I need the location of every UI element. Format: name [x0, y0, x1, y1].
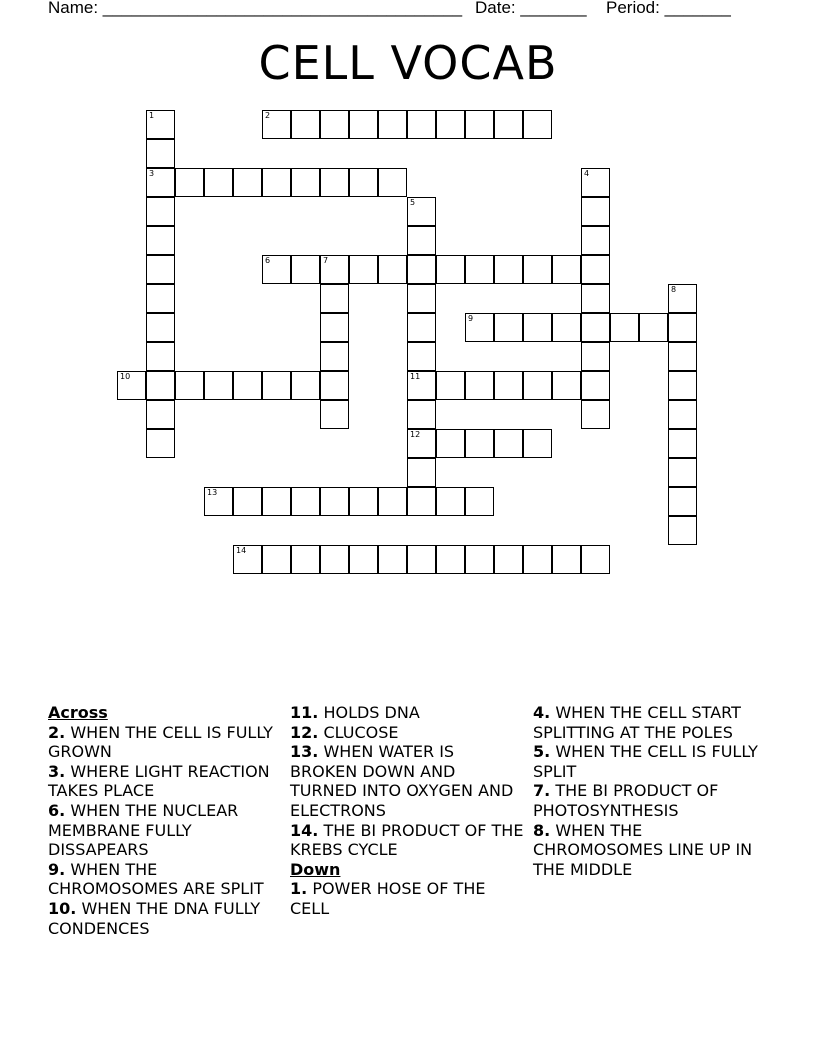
- grid-cell[interactable]: [146, 226, 175, 255]
- grid-cell[interactable]: [465, 110, 494, 139]
- grid-cell[interactable]: [581, 226, 610, 255]
- grid-cell[interactable]: [320, 371, 349, 400]
- grid-cell[interactable]: [262, 255, 291, 284]
- grid-cell[interactable]: [465, 429, 494, 458]
- date-field-label: Date: _______: [475, 0, 587, 17]
- grid-cell[interactable]: [146, 429, 175, 458]
- clue-across-12: 12. CLUCOSE: [290, 722, 399, 742]
- across-heading: Across: [48, 703, 108, 722]
- grid-cell[interactable]: [436, 110, 465, 139]
- grid-cell[interactable]: [668, 429, 697, 458]
- grid-cell[interactable]: [291, 110, 320, 139]
- grid-cell[interactable]: [668, 458, 697, 487]
- grid-cell[interactable]: [233, 487, 262, 516]
- grid-cell[interactable]: [146, 197, 175, 226]
- grid-cell[interactable]: [349, 487, 378, 516]
- clue-number: 1: [149, 111, 155, 120]
- clue-number: 12: [410, 430, 421, 439]
- grid-cell[interactable]: [320, 255, 349, 284]
- grid-cell[interactable]: [436, 371, 465, 400]
- grid-cell[interactable]: [407, 110, 436, 139]
- grid-cell[interactable]: [639, 313, 668, 342]
- grid-cell[interactable]: [407, 284, 436, 313]
- grid-cell[interactable]: [581, 371, 610, 400]
- grid-cell[interactable]: [581, 284, 610, 313]
- grid-cell[interactable]: [407, 197, 436, 226]
- grid-cell[interactable]: [494, 545, 523, 574]
- grid-cell[interactable]: [320, 168, 349, 197]
- clue-number: 4: [584, 169, 590, 178]
- clue-across-14: 14. THE BI PRODUCT OF THE KREBS CYCLE: [290, 820, 524, 860]
- clues-column-1: [48, 703, 283, 938]
- grid-cell[interactable]: [581, 197, 610, 226]
- grid-cell[interactable]: [349, 255, 378, 284]
- grid-cell[interactable]: [494, 371, 523, 400]
- page-title: CELL VOCAB: [258, 36, 558, 90]
- grid-cell[interactable]: [407, 545, 436, 574]
- grid-cell[interactable]: [146, 400, 175, 429]
- grid-cell[interactable]: [262, 168, 291, 197]
- clues-column-3: [533, 703, 768, 879]
- grid-cell[interactable]: [146, 139, 175, 168]
- clue-number: 14: [236, 546, 247, 555]
- clue-down-1: 1. POWER HOSE OF THE CELL: [290, 879, 486, 918]
- clue-across-2: 2. WHEN THE CELL IS FULLY GROWN: [48, 722, 273, 762]
- grid-cell[interactable]: [465, 371, 494, 400]
- clue-number: 8: [671, 285, 677, 294]
- grid-cell[interactable]: [146, 110, 175, 139]
- clue-number: 7: [323, 256, 329, 265]
- grid-cell[interactable]: [378, 110, 407, 139]
- clue-down-8: 8. WHEN THE CHROMOSOMES LINE UP IN THE MIDDLE: [533, 820, 753, 879]
- grid-cell[interactable]: [320, 284, 349, 313]
- grid-cell[interactable]: [581, 545, 610, 574]
- grid-cell[interactable]: [175, 371, 204, 400]
- grid-cell[interactable]: [204, 487, 233, 516]
- clue-down-7: 7. THE BI PRODUCT OF PHOTOSYNTHESIS: [533, 781, 719, 820]
- grid-cell[interactable]: [407, 400, 436, 429]
- grid-cell[interactable]: [407, 371, 436, 400]
- clue-across-13: 13. WHEN WATER IS BROKEN DOWN AND TURNED INTO OXYGEN AND ELECTRONS: [290, 742, 514, 820]
- grid-cell[interactable]: [146, 313, 175, 342]
- grid-cell[interactable]: [291, 371, 320, 400]
- grid-cell[interactable]: [407, 487, 436, 516]
- grid-cell[interactable]: [233, 371, 262, 400]
- grid-cell[interactable]: [494, 255, 523, 284]
- name-field-label: Name: ______________________________________: [48, 0, 463, 17]
- grid-cell[interactable]: [523, 313, 552, 342]
- clue-across-3: 3. WHERE LIGHT REACTION TAKES PLACE: [48, 761, 270, 801]
- grid-cell[interactable]: [407, 429, 436, 458]
- grid-cell[interactable]: [146, 342, 175, 371]
- grid-cell[interactable]: [407, 226, 436, 255]
- grid-cell[interactable]: [146, 284, 175, 313]
- period-field-label: Period: _______: [606, 0, 731, 17]
- grid-cell[interactable]: [523, 371, 552, 400]
- grid-cell[interactable]: [465, 545, 494, 574]
- grid-cell[interactable]: [291, 255, 320, 284]
- grid-cell[interactable]: [668, 313, 697, 342]
- grid-cell[interactable]: [436, 255, 465, 284]
- grid-cell[interactable]: [668, 371, 697, 400]
- clue-number: 6: [265, 256, 271, 265]
- grid-cell[interactable]: [552, 255, 581, 284]
- grid-cell[interactable]: [436, 429, 465, 458]
- clue-number: 10: [120, 372, 131, 381]
- grid-cell[interactable]: [465, 313, 494, 342]
- grid-cell[interactable]: [204, 371, 233, 400]
- grid-cell[interactable]: [581, 342, 610, 371]
- grid-cell[interactable]: [378, 168, 407, 197]
- grid-cell[interactable]: [407, 458, 436, 487]
- grid-cell[interactable]: [320, 545, 349, 574]
- grid-cell[interactable]: [581, 168, 610, 197]
- grid-cell[interactable]: [320, 487, 349, 516]
- grid-cell[interactable]: [668, 516, 697, 545]
- grid-cell[interactable]: [552, 371, 581, 400]
- grid-cell[interactable]: [146, 168, 175, 197]
- grid-cell[interactable]: [407, 342, 436, 371]
- grid-cell[interactable]: [378, 255, 407, 284]
- grid-cell[interactable]: [262, 371, 291, 400]
- grid-cell[interactable]: [204, 168, 233, 197]
- grid-cell[interactable]: [146, 371, 175, 400]
- grid-cell[interactable]: [581, 313, 610, 342]
- clue-number: 11: [410, 372, 421, 381]
- grid-cell[interactable]: [291, 168, 320, 197]
- clue-across-6: 6. WHEN THE NUCLEAR MEMBRANE FULLY DISSAPEARS: [48, 800, 239, 860]
- grid-cell[interactable]: [465, 487, 494, 516]
- grid-cell[interactable]: [117, 371, 146, 400]
- clue-number: 9: [468, 314, 474, 323]
- grid-cell[interactable]: [668, 284, 697, 313]
- grid-cell[interactable]: [668, 487, 697, 516]
- clue-across-11: 11. HOLDS DNA: [290, 703, 420, 722]
- grid-cell[interactable]: [581, 255, 610, 284]
- clue-across-9: 9. WHEN THE CHROMOSOMES ARE SPLIT: [48, 859, 264, 899]
- clue-down-4: 4. WHEN THE CELL START SPLITTING AT THE POLES: [533, 703, 741, 742]
- grid-cell[interactable]: [146, 255, 175, 284]
- grid-cell[interactable]: [668, 400, 697, 429]
- grid-cell[interactable]: [523, 429, 552, 458]
- grid-cell[interactable]: [349, 168, 378, 197]
- grid-cell[interactable]: [349, 110, 378, 139]
- grid-cell[interactable]: [407, 255, 436, 284]
- grid-cell[interactable]: [494, 429, 523, 458]
- grid-cell[interactable]: [378, 487, 407, 516]
- grid-cell[interactable]: [349, 545, 378, 574]
- grid-cell[interactable]: [320, 400, 349, 429]
- clue-down-5: 5. WHEN THE CELL IS FULLY SPLIT: [533, 742, 758, 781]
- grid-cell[interactable]: [523, 255, 552, 284]
- grid-cell[interactable]: [233, 545, 262, 574]
- grid-cell[interactable]: [523, 110, 552, 139]
- grid-cell[interactable]: [494, 110, 523, 139]
- grid-cell[interactable]: [378, 545, 407, 574]
- grid-cell[interactable]: [233, 168, 262, 197]
- grid-cell[interactable]: [320, 110, 349, 139]
- down-heading: Down: [290, 859, 341, 879]
- grid-cell[interactable]: [291, 545, 320, 574]
- grid-cell[interactable]: [552, 313, 581, 342]
- grid-cell[interactable]: [494, 313, 523, 342]
- grid-cell[interactable]: [175, 168, 204, 197]
- grid-cell[interactable]: [610, 313, 639, 342]
- grid-cell[interactable]: [552, 545, 581, 574]
- clue-number: 13: [207, 488, 218, 497]
- clue-across-10: 10. WHEN THE DNA FULLY CONDENCES: [48, 898, 261, 938]
- grid-cell[interactable]: [668, 342, 697, 371]
- grid-cell[interactable]: [320, 342, 349, 371]
- grid-cell[interactable]: [523, 545, 552, 574]
- grid-cell[interactable]: [262, 110, 291, 139]
- grid-cell[interactable]: [262, 545, 291, 574]
- grid-cell[interactable]: [436, 487, 465, 516]
- clue-number: 5: [410, 198, 416, 207]
- clue-number: 3: [149, 169, 155, 178]
- grid-cell[interactable]: [262, 487, 291, 516]
- grid-cell[interactable]: [320, 313, 349, 342]
- grid-cell[interactable]: [581, 400, 610, 429]
- grid-cell[interactable]: [465, 255, 494, 284]
- grid-cell[interactable]: [291, 487, 320, 516]
- grid-cell[interactable]: [407, 313, 436, 342]
- grid-cell[interactable]: [436, 545, 465, 574]
- clue-number: 2: [265, 111, 271, 120]
- clues-column-2: [290, 703, 525, 919]
